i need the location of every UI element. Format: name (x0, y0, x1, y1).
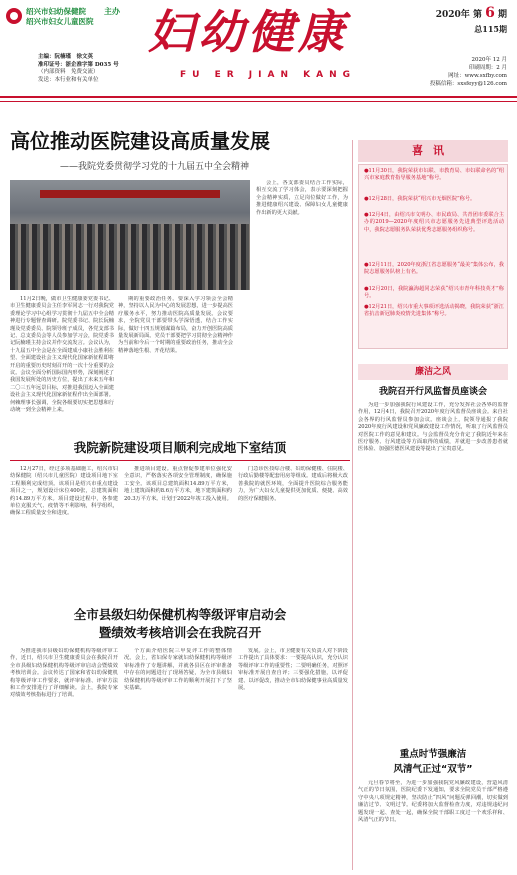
article1-title: 高位推动医院建设高质量发展 (10, 129, 270, 153)
article2-col1: 12月27日，经过多项基础施工，绍兴市妇幼保健院（绍兴市儿童医院）建设项目地下室工程顺利完成结顶。该项目是绍兴市重点建设项目之一，规划设计床位400张，总建筑面积约14.89万平方米。项目建设过程中，各参建单位克服天气、疫情等不利影响，科学组织，确保工程质量安全和进度。 (10, 466, 118, 517)
xixun-item-3: ●12月4日，由绍兴市文明办、市民政局、共青团市委联合主办的2019—2020年度绍兴市志愿服务先进典型评选活动中，我院志愿服务队荣获优秀志愿服务组织称号。 (364, 212, 504, 233)
xixun-item-4: ●12月11日，2020年度浙江省志愿服务“最美”集体公布，我院志愿服务队榜上有名。 (364, 262, 504, 276)
article2-rule (10, 460, 350, 461)
note-line-2: 发送：本行业和有关单位 (38, 76, 99, 83)
issue-unit: 期 (497, 10, 507, 20)
lianjie-headline2-2: 风清气正过“双节” (393, 764, 473, 775)
meeting-photo (10, 180, 250, 290)
article1-col1: 11月2日晚，做市卫生健康委党委书记、市卫生健康委员会主任李军同志一行对我院党委理论学习中心组学习贯彻十九届五中全会精神进行专题督查调研。院党委书记、院长阮楠瑾及党委委员、院领导班子成员，各党支部书记、总支委员会等人员参加学习会，院党委书记阮楠瑾主持会议并作交流发言。会议认为，十九届五中全会是在全面建成小康社会胜利在望、全面建设社会主义现代化国家新征程即将开启的重要历史时刻召开的一次十分重要的会议。会议全面分析国际国内形势，深刻阐述了我国发展所处的历史方位，提出了未来五年和二〇三五年远景目标，对推进我国迈入全面建设社会主义现代化国家新征程作出全面部署。何赖理事长强调，全院各级要切实把思想和行动统一到全会精神上来。 (10, 296, 114, 414)
issue-label: 第 (472, 10, 482, 20)
article3-title-2: 暨绩效考核培训会在我院召开 (98, 625, 262, 640)
masthead-divider-thin (0, 101, 517, 102)
column-divider (352, 140, 353, 870)
masthead-pinyin: FU ER JIAN KANG (180, 70, 356, 80)
publish-date: 2020年 12 月 (471, 57, 507, 63)
xixun-item-2: ●12月28日，我院荣获“绍兴市无烟医院”称号。 (364, 196, 476, 202)
xixun-item-1: ●11月30日，我院荣获市妇联、市教育局、市妇联命名的“绍兴市家庭教育指导服务基地”称号。 (364, 168, 504, 182)
article1-col2: 会上，各支部委员结合工作实际，相互交流了学习体会，表示要深刻把握全会精神实质，立足岗位做好工作，为推进健康绍兴建设、保障妇女儿童健康作出新的更大贡献。 (256, 180, 348, 216)
print-cycle: 印刷周期：2 月 (468, 65, 507, 71)
photo-audience (10, 224, 250, 290)
article1-col1b: 期的重要政治任务。要深入学习领会全会精神，坚持以人民为中心的发展思想，进一步提高医疗服务水平，努力推动医院高质量发展。会议要求，全院党员干部要带头学深悟透，结合工作实际，做好十四五规划谋篇布局，奋力开创医院高质量发展新局面。党员干部要把学习贯彻全会精神作为当前和今后一个时期的重要政治任务，推动全会精神落地生根、开花结果。 (118, 296, 233, 354)
permit-line: 准印证号：浙企准字第 D035 号 (38, 61, 119, 68)
logo-line-2: 绍兴市妇女儿童医院 (26, 17, 94, 26)
publication-info (38, 54, 119, 84)
article2-col3: 门急诊医技综合楼、妇幼保健楼、住院楼、行政后勤楼等配套用房等组成。建成后将极大改善我院的就医环境，全面提升医院综合服务能力，为广大妇女儿童提供更加优质、便捷、高效的医疗保健服务。 (238, 466, 348, 502)
article2-col2: 推进项目建设。重点督促参建单位强化安全意识，严格落实各项安全管理制度，确保施工安全。该项目总建筑面积14.89万平方米，地上建筑面积约8.6万平方米，地下建筑面积约20.3万平方米。计划于2022年竣工投入使用。 (124, 466, 232, 502)
sponsor-label: 主办 (104, 7, 120, 16)
publication-meta (430, 56, 507, 88)
masthead-title: 妇幼健康 (148, 5, 348, 59)
issue-no: 6 (485, 5, 495, 21)
xixun-box (358, 164, 508, 349)
article2-title: 我院新院建设项目顺利完成地下室结顶 (73, 440, 287, 455)
website: 网址：www.sxfby.com (448, 73, 507, 79)
lianjie-header: 廉洁之风 (358, 364, 508, 380)
note-line-1: （内部资料 免费交流） (38, 69, 99, 75)
photo-banner (40, 190, 220, 198)
xixun-item-5: ●12月20日，我院瀛海超同志荣获“绍兴市青年科技英才”称号。 (364, 286, 504, 300)
article1-subtitle: ——我院党委贯彻学习党的十九届五中全会精神 (60, 162, 250, 172)
logo-line-1: 绍兴市妇幼保健院 (26, 7, 86, 16)
article3-col3: 发展。会上，市卫健委有关负责人对下阶段工作提出了具体要求：一要提高认识，充分认识等级评审工作的重要性；二要明确任务，对照评审标准开展自查自评；三要强化措施，以评促建、以评促改，推动全市妇幼保健事业高质量发展。 (238, 648, 348, 692)
article3-col1: 为推进我市县级妇幼保健机构等级评审工作，近日，绍兴市卫生健康委员会在我院召开全市县级妇幼保健机构等级评审启动会暨绩效考核培训会。会议传达了国家和省妇幼保健机构等级评审工作要求，就评审标准、评审方法和工作安排进行了详细解读。会上，我院专家对绩效考核指标进行了培训。 (10, 648, 118, 699)
editor-line: 主编：阮楠瑾 徐文英 (38, 54, 94, 60)
lianjie-body2: 元旦春节将至，为进一步加强我院党风廉政建设，营造风清气正的节日氛围，医院纪委下发通知，要求全院党员干部严格遵守中央八项规定精神，坚决防止“四风”问题反弹回潮，切实做到廉洁过节、文明过节。纪委将加大监督检查力度，对违规违纪问题发现一起、查处一起，确保全院干部职工度过一个欢乐祥和、风清气正的节日。 (358, 780, 508, 824)
xixun-header: 喜讯 (358, 140, 508, 162)
issue-number (435, 5, 507, 21)
hospital-logo-icon (6, 8, 22, 24)
issue-year: 2020年 (435, 10, 470, 20)
issue-total: 总115期 (474, 24, 507, 34)
masthead-divider (0, 96, 517, 98)
email: 投稿信箱：sxsfeyy@126.com (429, 81, 507, 87)
article3-title-1: 全市县级妇幼保健机构等级评审启动会 (73, 607, 287, 622)
article3-col2: 个方面介绍医院三甲复评工作的整体情况。会上，省妇保专家就妇幼保健机构等级评审标准作了专题讲解，并就各县区在评审准备中存在的问题进行了现场答疑，为全市县级妇幼保健机构等级评审工作的顺利开展打下了坚实基础。 (124, 648, 232, 692)
lianjie-headline: 我院召开行风监督员座谈会 (378, 387, 487, 397)
lianjie-headline2-1: 重点时节强廉洁 (399, 749, 467, 760)
xixun-item-6: ●12月21日，绍兴市重大事项评选活动揭晓，我院荣获“浙江省抗击新冠肺炎疫情先进集体”称号。 (364, 304, 504, 318)
lianjie-body: 为进一步加强我院行风建设工作，充分发挥社会各界的监督作用，12月4日，我院召开2020年度行风监督员座谈会。来自社会各界的行风监督员参加会议。座谈会上，院领导通报了我院2020年度行风建设和党风廉政建设工作情况，听取了行风监督员对医院工作的意见和建议。与会监督员充分肯定了我院近年来在医疗服务、行风建设等方面取得的成绩，并就进一步改善患者就医体验、加强医德医风建设等提出了宝贵意见。 (358, 402, 508, 453)
